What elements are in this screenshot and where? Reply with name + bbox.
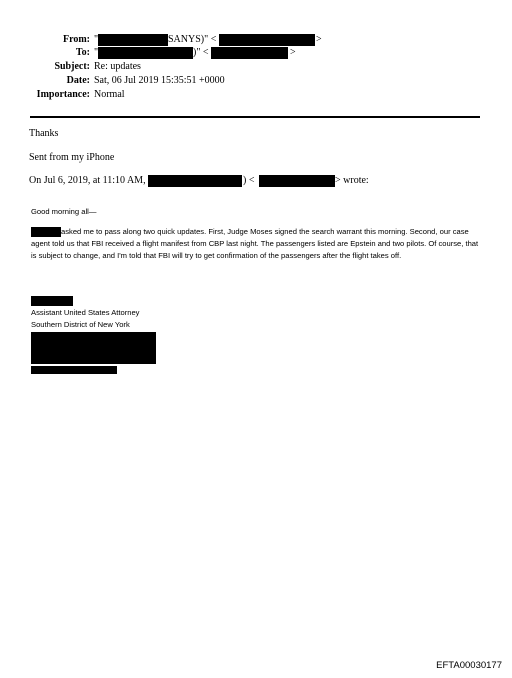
quoted-greeting: Good morning all—	[31, 207, 97, 216]
date-label: Date:	[66, 75, 90, 86]
signature-title: Assistant United States Attorney	[31, 308, 140, 317]
redaction-from-email	[219, 34, 315, 46]
redaction-to-email	[211, 47, 288, 59]
quoted-body: asked me to pass along two quick updates. First, Judge Moses signed the search warrant this morning. Second, our case agent told us that FBI received a flight manifest from CBP last night. The passengers listed are Epstein and two pilots. Of course, that is subject to change, and I'm told that FBI will try to get confirmation of the passengers after the flight takes off.	[31, 226, 479, 260]
to-value-open-quote: "	[94, 47, 99, 58]
bates-number: EFTA00030177	[436, 660, 502, 671]
reply-signature: Sent from my iPhone	[29, 152, 115, 163]
from-value-open-quote: "	[94, 34, 99, 45]
redaction-signature-line	[31, 366, 117, 374]
to-label: To:	[75, 47, 90, 58]
importance-value: Normal	[94, 89, 125, 100]
redaction-quote-sender-email	[259, 175, 335, 187]
redaction-from-name	[98, 34, 168, 46]
header-divider	[30, 116, 480, 118]
redaction-signature-contact	[31, 332, 156, 364]
quote-intro-end: > wrote:	[335, 175, 369, 186]
signature-office: Southern District of New York	[31, 320, 130, 329]
quote-intro-mid: ) <	[243, 175, 255, 186]
from-value-mid: SANYS)" <	[168, 34, 217, 45]
redaction-signer-name	[31, 296, 73, 306]
from-value-close: >	[316, 34, 322, 45]
redaction-to-name	[98, 47, 193, 59]
subject-value: Re: updates	[94, 61, 141, 72]
date-value: Sat, 06 Jul 2019 15:35:51 +0000	[94, 75, 225, 86]
quote-intro-text: On Jul 6, 2019, at 11:10 AM,	[29, 175, 146, 186]
from-label: From:	[62, 34, 90, 45]
subject-label: Subject:	[54, 61, 90, 72]
redaction-quote-sender-name	[148, 175, 242, 187]
to-value-close: >	[290, 47, 296, 58]
to-value-mid: )" <	[193, 47, 209, 58]
reply-thanks: Thanks	[29, 128, 59, 139]
importance-label: Importance:	[36, 89, 90, 100]
